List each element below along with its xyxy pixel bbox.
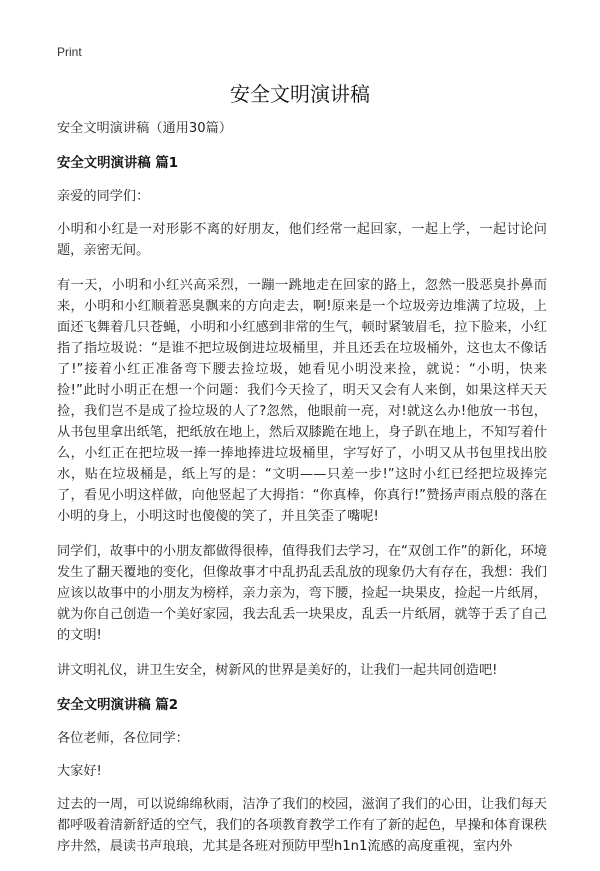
- paragraph: 讲文明礼仪，讲卫生安全，树新风的世界是美好的，让我们一起共同创造吧!: [57, 663, 498, 678]
- paragraph: 小明和小红是一对形影不离的好朋友，他们经常一起回家，一起上学，一起讨论问题，亲密无间。: [57, 222, 547, 258]
- paragraph: 过去的一周，可以说绵绵秋雨，洁净了我们的校园，滋润了我们的心田，让我们每天都呼吸着清新舒适的空气，我们的各项教育教学工作有了新的起色，早操和体育课秩序井然，晨读书声琅琅，尤其是各班对预防甲型h1n1流感的高度重视，室内外: [57, 797, 547, 854]
- document-subtitle: 安全文明演讲稿（通用30篇）: [57, 121, 233, 136]
- paragraph: 亲爱的同学们：: [57, 189, 150, 204]
- section-heading-2: 安全文明演讲稿 篇2: [57, 698, 179, 713]
- print-link[interactable]: Print: [57, 45, 82, 59]
- paragraph: 大家好!: [57, 764, 102, 779]
- page-title: 安全文明演讲稿: [230, 82, 370, 106]
- section-heading-1: 安全文明演讲稿 篇1: [57, 156, 179, 171]
- paragraph: 有一天，小明和小红兴高采烈，一蹦一跳地走在回家的路上，忽然一股恶臭扑鼻而来，小明和小红顺着恶臭飘来的方向走去，啊!原来是一个垃圾旁边堆满了垃圾，上面还飞舞着几只苍蝇，小明和小红感到非常的生气，顿时紧皱眉毛，拉下脸来，小红指了指垃圾说：“是谁不把垃圾倒进垃圾桶里，并且还丢在垃圾桶外，这也太不像话了!”接着小红正准备弯下腰去捡垃圾，她看见小明没来捡，就说：“小明，快来捡!”此时小明正在想一个问题：我们今天捡了，明天又会有人来倒，如果这样天天捡，我们岂不是成了捡垃圾的人了?忽然，他眼前一亮，对!就这么办!他放一书包，从书包里拿出纸笔，把纸放在地上，然后双膝跪在地上，身子趴在地上，不知写着什么，小红正在把垃圾一捧一捧地捧进垃圾桶里，字写好了，小明又从书包里找出胶水，贴在垃圾桶是，纸上写的是：“文明——只差一步!”这时小红已经把垃圾捧完了，看见小明这样做，向他竖起了大拇指：“你真棒，你真行!”赞扬声雨点般的落在小明的身上，小明这时也傻傻的笑了，并且笑歪了嘴呢!: [57, 278, 547, 524]
- paragraph: 各位老师，各位同学：: [57, 731, 189, 746]
- paragraph: 同学们，故事中的小朋友都做得很棒，值得我们去学习，在“双创工作”的新化，环境发生了翻天覆地的变化，但像故事才中乱扔乱丢乱放的现象仍大有存在，我想：我们应该以故事中的小朋友为榜样，亲力亲为，弯下腰，捡起一块果皮，捡起一片纸屑，就为你自己创造一个美好家园，我去乱丢一块果皮，乱丢一片纸屑，就等于丢了自己的文明!: [57, 544, 547, 643]
- document-body: [57, 118, 547, 871]
